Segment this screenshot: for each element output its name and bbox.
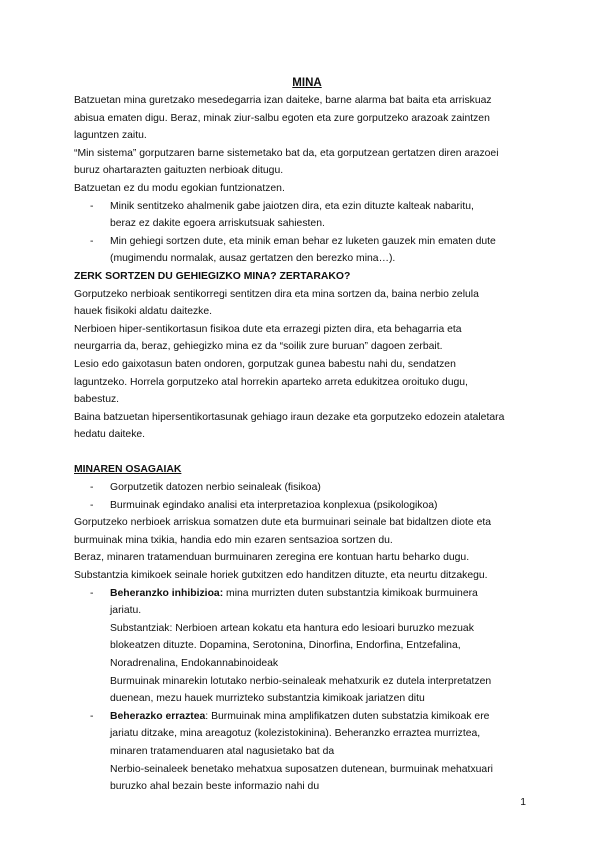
intro-line: “Min sistema” gorputzaren barne sistemetako bat da, eta gorputzean gertatzen diren arazoei: [74, 147, 499, 159]
body-line: neurgarria da, beraz, gehiegizko mina ez da “soilik zure buruan” dagoen zerbait.: [74, 341, 443, 353]
item-detail: Substantziak: Nerbioen artean kokatu eta hantura edo lesioari buruzko mezuak blokeatzen dituzte. Dopamina, Serotonina, Dinorfina, Endorfina, Entzefalina, Noradrenalina, Endokannabinoideak Burmuinak minarekin lotutako nerbio-seinaleak mehatxurik ez dutela interpretatzen duenean, mezu hauek murrizteko substantzia kimikoak jariatzen ditu: [110, 622, 492, 705]
intro-line: abisua ematen digu. Beraz, minak ziur-salbu egoten eta zure gorputzeko arazoak zaintzen: [74, 112, 490, 124]
term: Beherazko erraztea: [110, 710, 206, 722]
list-item: - Gorputzetik datozen nerbio seinaleak (fisikoa): [74, 479, 540, 497]
list-item: - Minik sentitzeko ahalmenik gabe jaiotzen dira, eta ezin dituzte kalteak nabaritu, beraz ez dakite egoera arriskutsuak sahiesten.: [74, 198, 540, 233]
intro-line: laguntzen zaitu.: [74, 130, 147, 142]
body-line: Beraz, minaren tratamenduan burmuinaren zeregina ere kontuan hartu beharko dugu.: [74, 552, 470, 564]
body-line: Nerbioen hiper-sentikortasun fisikoa dute eta errazegi pizten dira, eta behagarria eta: [74, 323, 462, 335]
bullet-list-2: [74, 479, 540, 514]
term: Beheranzko inhibizioa:: [110, 587, 224, 599]
body-line: Baina batzuetan hipersentikortasunak gehiago iraun dezake eta gorputzeko edozein ataletara: [74, 411, 505, 423]
body-line: hauek fisikoki aldatu daitezke.: [74, 306, 213, 318]
list-item: - Beheranzko inhibizioa: mina murrizten duten substantzia kimikoak burmuinera jariatu.: [74, 585, 540, 620]
section-heading: MINAREN OSAGAIAK: [74, 464, 182, 476]
body-line: Gorputzeko nerbioek arriskua somatzen dute eta burmuinari seinale bat bidaltzen diote eta: [74, 517, 492, 529]
intro-line: Batzuetan mina guretzako mesedegarria izan daiteke, barne alarma bat baita eta arriskuaz: [74, 95, 492, 106]
intro-line: buruz ohartarazten gaituzten nerbioak ditugu.: [74, 165, 284, 177]
body-line: hedatu daiteke.: [74, 429, 146, 441]
body-line: Lesio edo gaixotasun baten ondoren, gorputzak gunea babestu nahi du, sendatzen: [74, 358, 456, 370]
bullet-list-1: [74, 198, 540, 268]
list-item: - Burmuinak egindako analisi eta interpretazioa konplexua (psikologikoa): [74, 497, 540, 515]
list-item: - Beherazko erraztea: Burmuinak mina amplifikatzen duten substatzia kimikoak ere jariatu ditzake, mina areagotuz (kolezistokinina). Beheranzko erraztea murriztea, minaren tratamenduaren atal nagusietako bat da: [74, 708, 540, 761]
page-number: 1: [520, 797, 526, 808]
page-title: MINA: [292, 77, 322, 89]
intro-line: Batzuetan ez du modu egokian funtzionatzen.: [74, 182, 285, 194]
item-detail: Nerbio-seinaleek benetako mehatxua suposatzen dutenean, burmuinak mehatxuari buruzko ahal bezain beste informazio nahi du: [110, 763, 493, 793]
body-line: Gorputzeko nerbioak sentikorregi sentitzen dira eta mina sortzen da, baina nerbio zelula: [74, 288, 479, 300]
body-line: babestuz.: [74, 394, 120, 406]
body-line: laguntzeko. Horrela gorputzeko atal horrekin aparteko arreta edukitzea oroituko dugu,: [74, 376, 468, 388]
bullet-list-4: [74, 708, 540, 761]
body-line: burmuinak mina txikia, handia edo min ezaren sentsazioa sortzen du.: [74, 534, 393, 546]
list-item: - Min gehiegi sortzen dute, eta minik eman behar ez luketen gauzek min ematen dute (mugimendu normalak, ausaz gertatzen den berezko mina…).: [74, 233, 540, 268]
bullet-list-3: [74, 585, 540, 620]
section-heading: ZERK SORTZEN DU GEHIEGIZKO MINA? ZERTARAKO?: [74, 270, 351, 282]
body-line: Substantzia kimikoek seinale horiek gutxitzen edo handitzen dituzte, eta neurtu ditzakegu.: [74, 570, 488, 582]
